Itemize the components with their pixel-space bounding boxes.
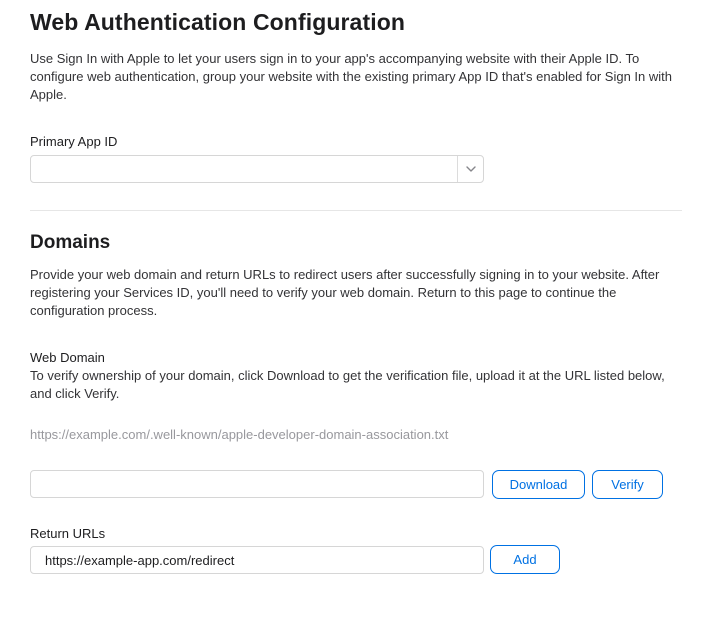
chevron-down-icon bbox=[457, 156, 483, 182]
web-domain-input[interactable] bbox=[30, 470, 484, 498]
verify-button[interactable]: Verify bbox=[592, 470, 663, 499]
domains-heading: Domains bbox=[30, 232, 111, 253]
verification-file-url: https://example.com/.well-known/apple-developer-domain-association.txt bbox=[30, 427, 449, 442]
web-domain-label: Web Domain bbox=[30, 350, 105, 365]
primary-app-id-label: Primary App ID bbox=[30, 134, 118, 149]
add-button[interactable]: Add bbox=[490, 545, 560, 574]
download-button[interactable]: Download bbox=[492, 470, 585, 499]
intro-paragraph: Use Sign In with Apple to let your users sign in to your app's accompanying website with their Apple ID. To configure web authentication, group your website with the existing primary App ID that's enabled for Sign In with Apple. bbox=[30, 51, 673, 102]
primary-app-id-select[interactable] bbox=[30, 155, 484, 183]
return-urls-label: Return URLs bbox=[30, 526, 106, 541]
web-domain-instructions: To verify ownership of your domain, click Download to get the verification file, upload it at the URL listed below, and click Verify. bbox=[30, 368, 665, 401]
domains-description: Provide your web domain and return URLs to redirect users after successfully signing in to your website. After registering your Services ID, you'll need to verify your web domain. Return to this page to continue the configuration process. bbox=[30, 267, 660, 318]
return-url-input[interactable] bbox=[30, 546, 484, 574]
section-divider bbox=[30, 210, 682, 211]
page-title: Web Authentication Configuration bbox=[30, 9, 405, 35]
